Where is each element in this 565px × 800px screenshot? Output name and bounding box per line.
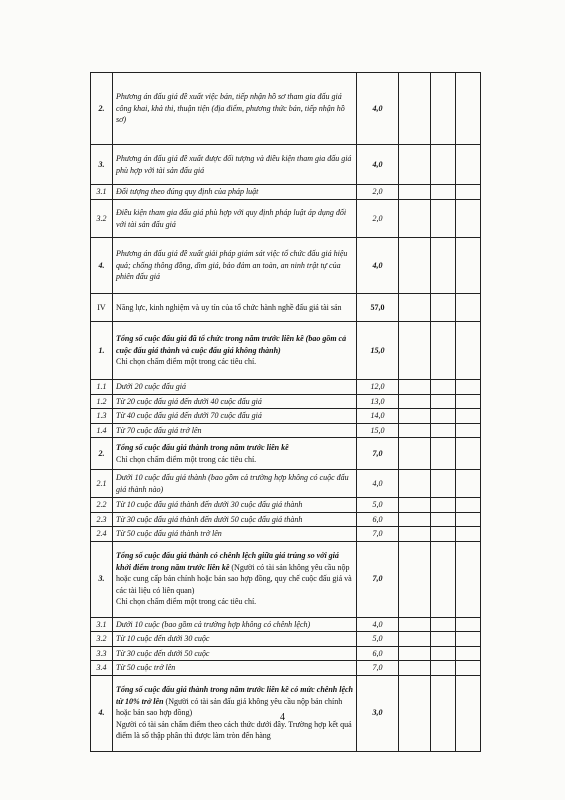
row-number: 2. bbox=[91, 73, 113, 145]
criterion-text: Tổng số cuộc đấu giá đã tổ chức trong năm trước liền kề (bao gồm cả cuộc đấu giá thành và cuộc đấu giá không thành) bbox=[116, 334, 347, 355]
max-score: 57,0 bbox=[357, 294, 399, 322]
empty-cell bbox=[456, 294, 481, 322]
criterion-text: Dưới 10 cuộc (bao gồm cả trường hợp không có chênh lệch) bbox=[113, 617, 357, 632]
criterion-note: Chỉ chọn chấm điểm một trong các tiêu chí. bbox=[116, 454, 257, 464]
criterion-text: Dưới 20 cuộc đấu giá bbox=[113, 380, 357, 395]
empty-cell bbox=[399, 632, 431, 647]
empty-cell bbox=[431, 617, 456, 632]
empty-cell bbox=[456, 238, 481, 294]
empty-cell bbox=[431, 238, 456, 294]
table-row bbox=[91, 498, 481, 513]
empty-cell bbox=[431, 380, 456, 395]
table-row bbox=[91, 512, 481, 527]
empty-cell bbox=[431, 438, 456, 470]
page-number: 4 bbox=[280, 712, 285, 723]
empty-cell bbox=[456, 380, 481, 395]
max-score: 15,0 bbox=[357, 423, 399, 438]
row-number: 3.1 bbox=[91, 617, 113, 632]
table-row bbox=[91, 409, 481, 424]
table-row bbox=[91, 438, 481, 470]
table-row bbox=[91, 322, 481, 380]
empty-cell bbox=[431, 512, 456, 527]
criterion-text: Phương án đấu giá đề xuất được đối tượng và điều kiện tham gia đấu giá phù hợp với tài sản đấu giá bbox=[113, 145, 357, 185]
max-score: 12,0 bbox=[357, 380, 399, 395]
empty-cell bbox=[456, 423, 481, 438]
empty-cell bbox=[399, 527, 431, 542]
empty-cell bbox=[431, 145, 456, 185]
criterion-text: Từ 30 cuộc đấu giá thành đến dưới 50 cuộc đấu giá thành bbox=[113, 512, 357, 527]
empty-cell bbox=[456, 632, 481, 647]
empty-cell bbox=[431, 541, 456, 617]
criterion-text: Phương án đấu giá đề xuất giải pháp giám sát việc tổ chức đấu giá hiệu quả; chống thông đồng, dìm giá, bảo đảm an toàn, an ninh trật tự của phiên đấu giá bbox=[113, 238, 357, 294]
empty-cell bbox=[431, 185, 456, 200]
empty-cell bbox=[399, 409, 431, 424]
table-row bbox=[91, 617, 481, 632]
criterion-text: Năng lực, kinh nghiệm và uy tín của tổ chức hành nghề đấu giá tài sản bbox=[113, 294, 357, 322]
criterion-text: Tổng số cuộc đấu giá thành có chênh lệch giữa giá trúng so với giá khởi điểm trong năm trước liền kề bbox=[116, 551, 339, 572]
criterion-text: Tổng số cuộc đấu giá thành trong năm trước liền kề bbox=[116, 443, 289, 452]
row-number: 2.3 bbox=[91, 512, 113, 527]
criterion-text: Từ 40 cuộc đấu giá đến dưới 70 cuộc đấu giá bbox=[113, 409, 357, 424]
max-score: 7,0 bbox=[357, 438, 399, 470]
empty-cell bbox=[456, 438, 481, 470]
row-number: 4. bbox=[91, 675, 113, 751]
empty-cell bbox=[456, 200, 481, 238]
empty-cell bbox=[399, 145, 431, 185]
max-score: 4,0 bbox=[357, 73, 399, 145]
empty-cell bbox=[456, 661, 481, 676]
max-score: 6,0 bbox=[357, 646, 399, 661]
empty-cell bbox=[399, 380, 431, 395]
max-score: 6,0 bbox=[357, 512, 399, 527]
empty-cell bbox=[456, 541, 481, 617]
empty-cell bbox=[431, 632, 456, 647]
empty-cell bbox=[431, 394, 456, 409]
criterion-text: Đối tượng theo đúng quy định của pháp luật bbox=[113, 185, 357, 200]
empty-cell bbox=[456, 498, 481, 513]
empty-cell bbox=[456, 185, 481, 200]
max-score: 7,0 bbox=[357, 661, 399, 676]
row-number: 3.2 bbox=[91, 632, 113, 647]
table-row bbox=[91, 470, 481, 498]
row-number: 3.2 bbox=[91, 200, 113, 238]
row-number: 1.3 bbox=[91, 409, 113, 424]
table-row bbox=[91, 541, 481, 617]
max-score: 4,0 bbox=[357, 145, 399, 185]
empty-cell bbox=[431, 294, 456, 322]
empty-cell bbox=[456, 617, 481, 632]
empty-cell bbox=[456, 73, 481, 145]
max-score: 3,0 bbox=[357, 675, 399, 751]
row-number: 3.4 bbox=[91, 661, 113, 676]
max-score: 4,0 bbox=[357, 617, 399, 632]
criterion-text: Từ 10 cuộc đến dưới 30 cuộc bbox=[113, 632, 357, 647]
row-number: 1.1 bbox=[91, 380, 113, 395]
criterion-text-detail: (Người có tài sản không yêu cầu nộp hoặc cung cấp bản chính hoặc bản sao hợp đồng, quy chế cuộc đấu giá và các tài liệu có liên quan) bbox=[116, 562, 352, 595]
criterion-text: Từ 20 cuộc đấu giá đến dưới 40 cuộc đấu giá bbox=[113, 394, 357, 409]
empty-cell bbox=[431, 423, 456, 438]
criterion-text: Điều kiện tham gia đấu giá phù hợp với quy định pháp luật áp dụng đối với tài sản đấu giá bbox=[113, 200, 357, 238]
table-row bbox=[91, 238, 481, 294]
row-number: 1.4 bbox=[91, 423, 113, 438]
criterion-text: Từ 50 cuộc đấu giá thành trở lên bbox=[113, 527, 357, 542]
max-score: 2,0 bbox=[357, 200, 399, 238]
table-row bbox=[91, 200, 481, 238]
criterion-text: Từ 50 cuộc trở lên bbox=[113, 661, 357, 676]
row-number: 3. bbox=[91, 541, 113, 617]
empty-cell bbox=[399, 470, 431, 498]
table-row bbox=[91, 423, 481, 438]
empty-cell bbox=[456, 145, 481, 185]
table-row bbox=[91, 527, 481, 542]
empty-cell bbox=[399, 238, 431, 294]
empty-cell bbox=[431, 409, 456, 424]
empty-cell bbox=[399, 661, 431, 676]
empty-cell bbox=[456, 322, 481, 380]
max-score: 4,0 bbox=[357, 470, 399, 498]
max-score: 2,0 bbox=[357, 185, 399, 200]
criterion-text-detail: (Người có tài sản đấu giá không yêu cầu nộp bản chính hoặc bản sao hợp đồng) bbox=[116, 696, 343, 718]
row-number: 3. bbox=[91, 145, 113, 185]
max-score: 15,0 bbox=[357, 322, 399, 380]
empty-cell bbox=[399, 438, 431, 470]
table-row bbox=[91, 632, 481, 647]
empty-cell bbox=[456, 646, 481, 661]
row-number: 2. bbox=[91, 438, 113, 470]
criterion-text: Từ 70 cuộc đấu giá trở lên bbox=[113, 423, 357, 438]
max-score: 5,0 bbox=[357, 498, 399, 513]
table-row bbox=[91, 661, 481, 676]
criterion-note: Người có tài sản chấm điểm theo cách thức dưới đây. Trường hợp kết quả điểm là số thập phân thì được làm tròn đến hàng bbox=[116, 719, 352, 741]
empty-cell bbox=[431, 73, 456, 145]
empty-cell bbox=[399, 646, 431, 661]
row-number: 2.4 bbox=[91, 527, 113, 542]
criterion-text: Tổng số cuộc đấu giá thành trong năm trước liền kề có mức chênh lệch từ 10% trở lên bbox=[116, 685, 354, 706]
empty-cell bbox=[399, 394, 431, 409]
table-row bbox=[91, 646, 481, 661]
empty-cell bbox=[399, 423, 431, 438]
table-row bbox=[91, 73, 481, 145]
table-row bbox=[91, 185, 481, 200]
row-number: 2.2 bbox=[91, 498, 113, 513]
table-row bbox=[91, 145, 481, 185]
max-score: 5,0 bbox=[357, 632, 399, 647]
empty-cell bbox=[456, 527, 481, 542]
empty-cell bbox=[456, 512, 481, 527]
row-number: 1. bbox=[91, 322, 113, 380]
criterion-text: Từ 10 cuộc đấu giá thành đến dưới 30 cuộc đấu giá thành bbox=[113, 498, 357, 513]
max-score: 7,0 bbox=[357, 527, 399, 542]
empty-cell bbox=[399, 617, 431, 632]
max-score: 4,0 bbox=[357, 238, 399, 294]
row-number: IV bbox=[91, 294, 113, 322]
empty-cell bbox=[431, 527, 456, 542]
empty-cell bbox=[456, 409, 481, 424]
empty-cell bbox=[399, 541, 431, 617]
empty-cell bbox=[431, 322, 456, 380]
empty-cell bbox=[431, 498, 456, 513]
empty-cell bbox=[456, 394, 481, 409]
row-number: 4. bbox=[91, 238, 113, 294]
criteria-table bbox=[90, 72, 481, 752]
empty-cell bbox=[399, 512, 431, 527]
empty-cell bbox=[431, 661, 456, 676]
empty-cell bbox=[399, 322, 431, 380]
table-row bbox=[91, 394, 481, 409]
table-row bbox=[91, 294, 481, 322]
empty-cell bbox=[431, 646, 456, 661]
empty-cell bbox=[399, 73, 431, 145]
empty-cell bbox=[399, 185, 431, 200]
row-number: 2.1 bbox=[91, 470, 113, 498]
empty-cell bbox=[399, 294, 431, 322]
table-row bbox=[91, 380, 481, 395]
row-number: 1.2 bbox=[91, 394, 113, 409]
row-number: 3.3 bbox=[91, 646, 113, 661]
empty-cell bbox=[431, 470, 456, 498]
max-score: 14,0 bbox=[357, 409, 399, 424]
row-number: 3.1 bbox=[91, 185, 113, 200]
empty-cell bbox=[456, 470, 481, 498]
criterion-text: Dưới 10 cuộc đấu giá thành (bao gồm cả trường hợp không có cuộc đấu giá thành nào) bbox=[113, 470, 357, 498]
max-score: 13,0 bbox=[357, 394, 399, 409]
criterion-cell bbox=[113, 438, 357, 470]
empty-cell bbox=[399, 200, 431, 238]
criterion-note: Chỉ chọn chấm điểm một trong các tiêu chí. bbox=[116, 597, 257, 607]
criterion-text: Từ 30 cuộc đến dưới 50 cuộc bbox=[113, 646, 357, 661]
criterion-cell bbox=[113, 541, 357, 617]
criterion-note: Chỉ chọn chấm điểm một trong các tiêu chí. bbox=[116, 357, 257, 367]
criterion-cell bbox=[113, 322, 357, 380]
criterion-text: Phương án đấu giá đề xuất việc bán, tiếp nhận hồ sơ tham gia đấu giá công khai, khả thi, thuận tiện (địa điểm, phương thức bán, tiếp nhận hồ sơ) bbox=[113, 73, 357, 145]
empty-cell bbox=[399, 498, 431, 513]
max-score: 7,0 bbox=[357, 541, 399, 617]
empty-cell bbox=[431, 200, 456, 238]
